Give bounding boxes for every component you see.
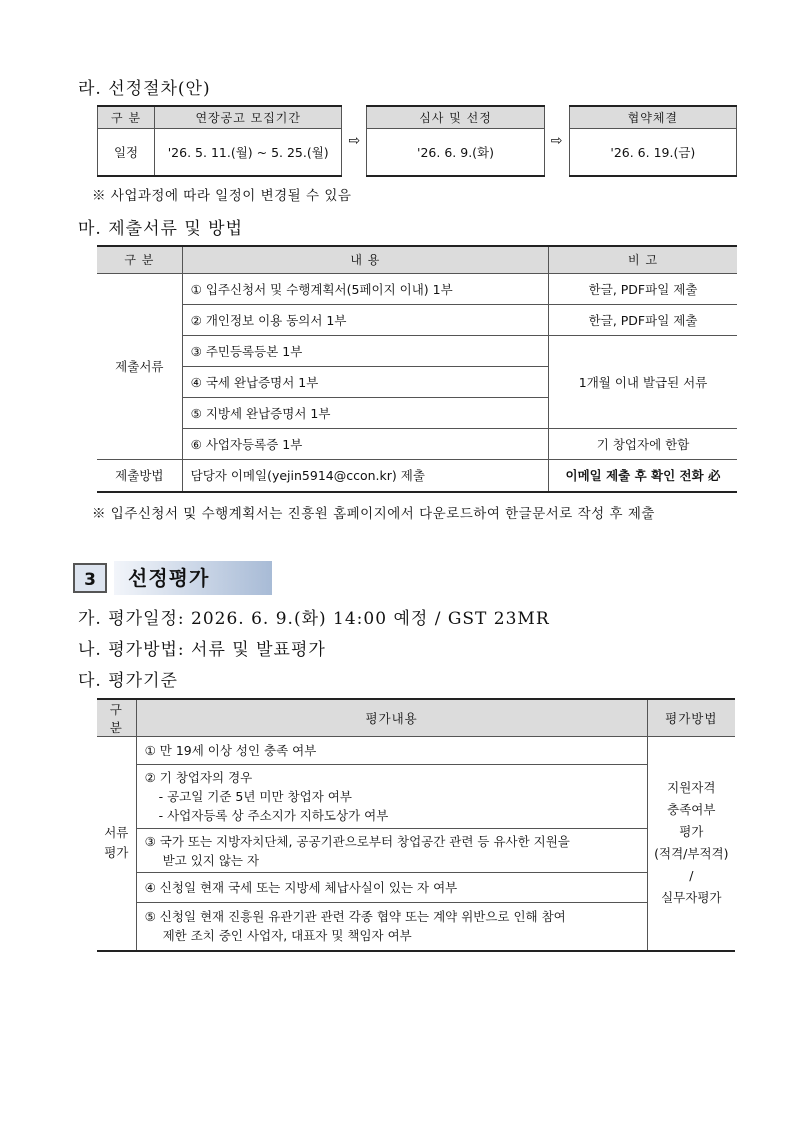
criteria-method-line: 평가 [679,824,704,840]
documents-table [97,245,737,493]
criteria-method [647,737,735,951]
criteria-item-line: 제한 조치 중인 사업자, 대표자 및 책임자 여부 [162,928,412,944]
docs-item: ⑤ 지방세 완납증명서 1부 [182,397,548,428]
docs-remark: 기 창업자에 한함 [549,428,737,459]
arrow-icon: ⇨ [550,133,563,149]
criteria-row-label-text [101,823,132,863]
docs-item: ③ 주민등록등본 1부 [182,335,548,366]
docs-header-remark: 비 고 [549,246,737,273]
criteria-method-line: (적격/부적격) [654,846,729,862]
eval-schedule-line: 가. 평가일정: 2026. 6. 9.(화) 14:00 예정 / GST 23MR [78,609,550,629]
schedule-table [97,105,737,177]
eval-method-line: 나. 평가방법: 서류 및 발표평가 [78,640,326,660]
criteria-table [97,698,735,952]
schedule-note: ※ 사업과정에 따라 일정이 변경될 수 있음 [92,188,352,204]
method-content: 담당자 이메일(yejin5914@ccon.kr) 제출 [182,459,548,492]
schedule-step-header: 협약체결 [569,106,736,128]
docs-item: ④ 국세 완납증명서 1부 [182,366,548,397]
criteria-item [136,737,647,765]
docs-note: ※ 입주신청서 및 수행계획서는 진흥원 홈페이지에서 다운로드하여 한글문서로 작성 후 제출 [92,506,655,522]
schedule-col-header: 구 분 [98,106,155,128]
docs-remark: 한글, PDF파일 제출 [549,273,737,304]
criteria-item-line: ④ 신청일 현재 국세 또는 지방세 체납사실이 있는 자 여부 [144,880,458,895]
schedule-date: '26. 6. 19.(금) [569,128,736,176]
criteria-item-line: ② 기 창업자의 경우 [144,770,253,785]
schedule-date: '26. 5. 11.(월) ~ 5. 25.(월) [155,128,342,176]
eval-criteria-heading: 다. 평가기준 [78,671,178,691]
criteria-row-label [97,737,136,951]
schedule-step-header: 심사 및 선정 [367,106,544,128]
docs-item: ⑥ 사업자등록증 1부 [182,428,548,459]
schedule-date: '26. 6. 9.(화) [367,128,544,176]
criteria-item-line: ① 만 19세 이상 성인 충족 여부 [144,743,317,758]
docs-remark: 한글, PDF파일 제출 [549,304,737,335]
criteria-item-line: ③ 국가 또는 지방자치단체, 공공기관으로부터 창업공간 관련 등 유사한 지원을 [144,833,570,849]
section-title-banner: 선정평가 [114,561,272,595]
schedule-step-header: 연장공고 모집기간 [155,106,342,128]
arrow-icon: ⇨ [348,133,361,149]
criteria-item-line: ⑤ 신청일 현재 진흥원 유관기관 관련 각종 협약 또는 계약 위반으로 인해 참여 [144,909,566,925]
docs-category-label: 제출서류 [97,273,182,459]
criteria-item [136,903,647,951]
criteria-item [136,873,647,903]
method-label: 제출방법 [97,459,182,492]
docs-header-category: 구 분 [97,246,182,273]
criteria-item [136,829,647,873]
docs-item: ① 입주신청서 및 수행계획서(5페이지 이내) 1부 [182,273,548,304]
section-heading-la: 라. 선정절차(안) [78,79,211,99]
docs-header-content: 내 용 [182,246,548,273]
criteria-method-line: 지원자격 [667,780,716,796]
criteria-header-category: 구 분 [97,699,136,737]
criteria-row-label-line: 평가 [104,845,129,861]
criteria-item [136,765,647,829]
method-remark: 이메일 제출 후 확인 전화 必 [549,459,737,492]
criteria-item-line: 받고 있지 않는 자 [162,852,260,868]
criteria-item-line: - 공고일 기준 5년 미만 창업자 여부 [158,789,352,804]
schedule-row-label: 일정 [98,128,155,176]
criteria-item-line: - 사업자등록 상 주소지가 지하도상가 여부 [158,808,389,823]
criteria-method-line: 실무자평가 [661,890,722,906]
section-heading-ma: 마. 제출서류 및 방법 [78,219,243,239]
criteria-row-label-line: 서류 [104,825,129,841]
criteria-header-content: 평가내용 [136,699,647,737]
docs-item: ② 개인정보 이용 동의서 1부 [182,304,548,335]
criteria-method-line: / [689,868,694,884]
criteria-header-method: 평가방법 [647,699,735,737]
criteria-method-line: 충족여부 [667,802,716,818]
section-number-badge: 3 [73,563,107,593]
docs-remark: 1개월 이내 발급된 서류 [549,335,737,428]
